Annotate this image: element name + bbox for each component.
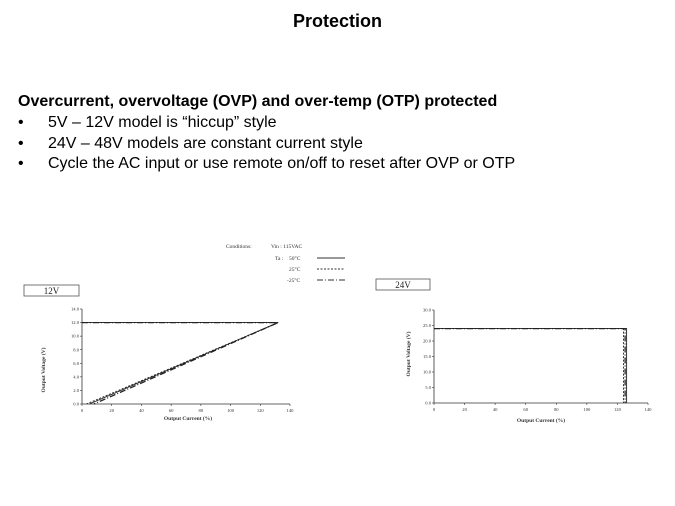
y-tick-label-12v: 12.0 [70,320,79,326]
x-tick-label-24v: 60 [523,407,529,412]
x-tick-label-24v: 100 [583,407,591,412]
x-tick-label-24v: 40 [492,407,498,412]
x-tick-label-24v: 0 [432,407,436,412]
x-tick-label-12v: 80 [198,408,204,413]
y-tick-label-24v: 5.0 [425,385,431,391]
legend [226,244,345,284]
bullet-dot: • [18,134,24,152]
y-tick-label-24v: 30.0 [422,307,431,313]
legend-conditions-label: Conditions: [226,244,252,250]
y-tick-label-12v: 14.0 [70,306,79,312]
x-tick-label-24v: 140 [644,407,652,412]
y-tick-label-24v: 25.0 [422,323,431,329]
x-tick-label-12v: 40 [139,408,144,413]
x-axis-label-12v: Output Current (%) [163,416,213,422]
bullet-dot: • [18,114,24,131]
y-axis-label-12v: Output Voltage (V) [41,347,47,393]
series-line-12v-1 [82,323,278,404]
bullet-item [18,134,668,155]
y-tick-label-24v: 10.0 [422,369,431,375]
x-tick-label-12v: 20 [109,408,115,413]
chart-12v [24,285,294,422]
bullet-text: 5V – 12V model is “hiccup” style [48,114,277,131]
slide-body [18,92,668,175]
x-tick-label-12v: 120 [256,408,264,413]
series-line-24v-1 [434,329,624,403]
bullet-text: 24V – 48V models are constant current style [48,134,363,152]
x-tick-label-12v: 100 [227,408,235,413]
slide-title: Protection [292,11,382,31]
model-label-24v: 24V [395,280,411,290]
y-tick-label-12v: 8.0 [73,347,79,353]
x-tick-label-24v: 20 [462,407,467,412]
y-tick-label-24v: 20.0 [422,338,431,344]
series-line-24v-0 [434,329,627,403]
bullet-list [18,113,668,175]
legend-vin: Vin : 115VAC [271,244,303,250]
protection-curves-figure [0,236,675,436]
x-tick-label-24v: 80 [553,407,559,412]
x-tick-label-12v: 60 [168,408,174,413]
y-axis-label-24v: Output Voltage (V) [406,331,412,377]
chart-24v [376,279,652,424]
legend-entry-label-0: 50°C [289,256,301,262]
bullet-text: Cycle the AC input or use remote on/off to reset after OVP or OTP [48,155,516,172]
y-tick-label-24v: 0.0 [425,400,431,406]
x-tick-label-12v: 140 [286,408,294,413]
y-tick-label-12v: 0.0 [73,401,79,407]
y-tick-label-24v: 15.0 [422,354,431,360]
y-tick-label-12v: 6.0 [73,360,79,366]
legend-entry-label-1: 25°C [289,267,301,273]
x-tick-label-24v: 120 [613,407,621,412]
x-axis-label-24v: Output Current (%) [516,418,566,424]
bullet-item [18,113,668,134]
bullet-item [18,154,668,175]
series-line-24v-2 [434,329,625,403]
y-tick-label-12v: 10.0 [70,333,79,339]
protection-heading: Overcurrent, overvoltage (OVP) and over-temp (OTP) protected [18,93,498,110]
y-tick-label-12v: 2.0 [73,388,79,394]
bullet-dot: • [18,155,24,172]
legend-ta-label: Ta : [275,256,284,262]
y-tick-label-12v: 4.0 [73,374,79,380]
legend-entry-label-2: -25°C [287,278,301,284]
x-tick-label-12v: 0 [80,408,84,413]
model-label-12v: 12V [43,286,60,296]
